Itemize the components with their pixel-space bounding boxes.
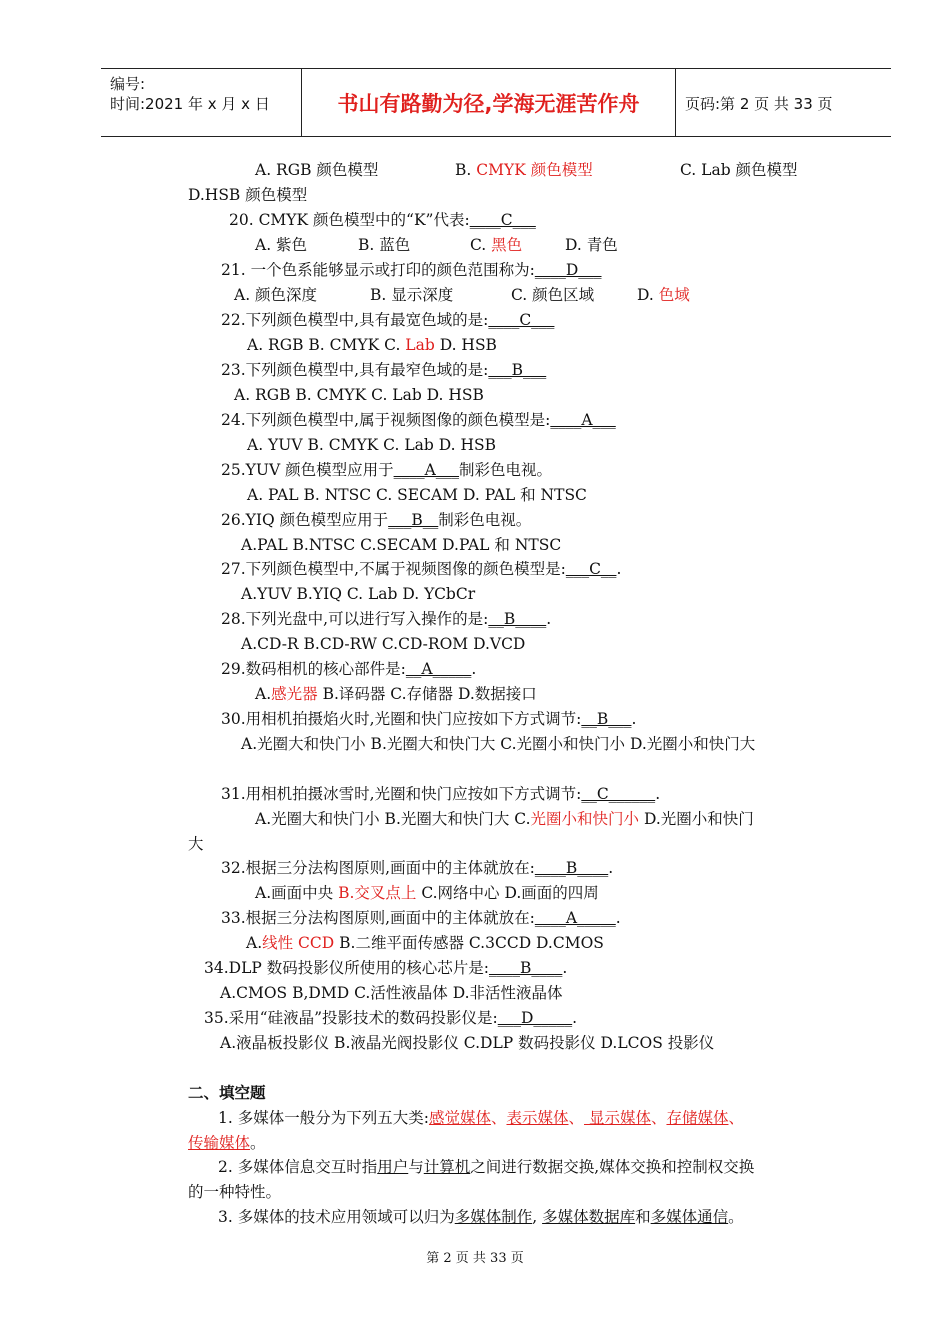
- text-segment: 之间进行数据交换,媒体交换和控制权交换: [470, 1158, 755, 1176]
- text-segment: D.: [637, 286, 659, 304]
- text-line: [221, 460, 552, 480]
- text-segment: 24.下列颜色模型中,属于视频图像的颜色模型是:: [221, 411, 551, 429]
- text-segment: 制彩色电视。: [438, 511, 532, 529]
- text-line: [255, 809, 754, 829]
- text-segment: 存储媒体: [666, 1109, 729, 1127]
- text-line: [358, 235, 410, 255]
- text-segment: 和: [635, 1208, 651, 1226]
- text-segment: C.网络中心 D.画面的四周: [416, 884, 599, 902]
- text-segment: A. 颜色深度: [234, 286, 318, 304]
- text-segment: 制彩色电视。: [459, 461, 553, 479]
- text-line: [218, 1157, 754, 1177]
- text-line: [188, 1133, 266, 1153]
- text-segment: 与: [408, 1158, 424, 1176]
- text-segment: 33.根据三分法构图原则,画面中的主体就放在:: [221, 909, 535, 927]
- text-segment: A.CMOS B,DMD C.活性液晶体 D.非活性液晶体: [220, 984, 563, 1002]
- text-segment: 线性 CCD: [262, 934, 335, 952]
- text-segment: C. 颜色区域: [511, 286, 595, 304]
- text-line: [680, 160, 798, 180]
- text-segment: 35.采用“硅液晶”投影技术的数码投影仪是:: [204, 1009, 498, 1027]
- text-segment: B. 蓝色: [358, 236, 411, 254]
- text-segment: 、: [490, 1109, 507, 1127]
- text-segment: D. HSB: [434, 336, 497, 354]
- text-line: [188, 834, 204, 854]
- text-line: [246, 933, 604, 953]
- text-segment: ____A___: [393, 461, 460, 479]
- text-segment: 32.根据三分法构图原则,画面中的主体就放在:: [221, 859, 535, 877]
- text-segment: ____A_____: [534, 909, 616, 927]
- text-line: [470, 235, 522, 255]
- text-line: [204, 1008, 577, 1028]
- text-segment: .: [471, 660, 477, 678]
- text-segment: A. RGB B. CMYK C.: [247, 336, 406, 354]
- text-line: [221, 410, 616, 430]
- text-line: [221, 709, 636, 729]
- text-segment: 多媒体数据库: [542, 1208, 636, 1226]
- text-segment: 27.下列颜色模型中,不属于视频图像的颜色模型是:: [221, 560, 566, 578]
- text-line: [255, 883, 599, 903]
- text-line: [218, 1108, 744, 1128]
- text-segment: .: [615, 909, 621, 927]
- text-segment: __A_____: [405, 660, 472, 678]
- text-segment: 的一种特性。: [188, 1183, 282, 1201]
- page-header: [101, 68, 891, 137]
- text-segment: ____C___: [469, 211, 536, 229]
- text-segment: .: [631, 710, 637, 728]
- text-segment: 21. 一个色系能够显示或打印的颜色范围称为:: [221, 261, 535, 279]
- text-segment: A. RGB 颜色模型: [255, 161, 379, 179]
- text-segment: 29.数码相机的核心部件是:: [221, 660, 406, 678]
- text-segment: ____B____: [534, 859, 609, 877]
- text-line: [221, 310, 554, 330]
- text-line: [221, 260, 602, 280]
- text-line: [221, 784, 660, 804]
- text-line: [204, 958, 567, 978]
- text-segment: 31.用相机拍摄冰雪时,光圈和快门应按如下方式调节:: [221, 785, 582, 803]
- text-segment: 传输媒体: [188, 1134, 251, 1152]
- text-segment: B.二维平面传感器 C.3CCD D.CMOS: [334, 934, 604, 952]
- text-line: [241, 634, 525, 654]
- text-segment: 23.下列颜色模型中,具有最窄色域的是:: [221, 361, 489, 379]
- text-segment: C. Lab 颜色模型: [680, 161, 798, 179]
- text-segment: 感觉媒体: [428, 1109, 491, 1127]
- text-segment: 多媒体通信: [650, 1208, 729, 1226]
- header-number-label: 编号:: [110, 75, 146, 93]
- text-segment: 28.下列光盘中,可以进行写入操作的是:: [221, 610, 489, 628]
- text-line: [221, 659, 476, 679]
- text-segment: ,: [532, 1208, 543, 1226]
- text-segment: 表示媒体: [506, 1109, 569, 1127]
- text-line: [247, 435, 496, 455]
- text-segment: A.画面中央: [255, 884, 339, 902]
- text-line: [511, 285, 594, 305]
- text-line: [455, 160, 593, 180]
- text-segment: 、: [728, 1109, 744, 1127]
- text-line: [370, 285, 453, 305]
- text-segment: 30.用相机拍摄焰火时,光圈和快门应按如下方式调节:: [221, 710, 582, 728]
- text-segment: ___B__: [388, 511, 439, 529]
- text-segment: 3. 多媒体的技术应用领域可以归为: [218, 1208, 455, 1226]
- text-segment: .: [562, 959, 568, 977]
- text-segment: .: [608, 859, 614, 877]
- text-segment: ____B____: [488, 959, 563, 977]
- text-segment: D.HSB 颜色模型: [188, 186, 308, 204]
- text-segment: C.: [470, 236, 492, 254]
- text-segment: ____C___: [488, 311, 555, 329]
- text-segment: A.: [255, 685, 272, 703]
- text-line: [218, 1207, 744, 1227]
- text-segment: A.光圈大和快门小 B.光圈大和快门大 C.光圈小和快门小 D.光圈小和快门大: [241, 735, 756, 753]
- text-line: [234, 385, 484, 405]
- text-segment: 多媒体制作: [454, 1208, 533, 1226]
- text-segment: 显示媒体: [584, 1109, 651, 1127]
- text-segment: .: [546, 610, 552, 628]
- text-segment: D. 青色: [565, 236, 618, 254]
- text-segment: 、: [650, 1109, 667, 1127]
- text-segment: ___B___: [488, 361, 547, 379]
- header-time-label: 时间:2021 年 x 月 x 日: [110, 95, 270, 113]
- text-segment: A.光圈大和快门小 B.光圈大和快门大 C.: [255, 810, 531, 828]
- text-segment: B.: [455, 161, 477, 179]
- text-segment: 色域: [658, 286, 690, 304]
- text-segment: ___C__: [565, 560, 617, 578]
- header-motto: 书山有路勤为径,学海无涯苦作舟: [302, 69, 676, 136]
- text-line: [220, 1033, 714, 1053]
- text-segment: D.光圈小和快门: [639, 810, 754, 828]
- text-segment: 、: [568, 1109, 585, 1127]
- text-segment: 34.DLP 数码投影仪所使用的核心芯片是:: [204, 959, 489, 977]
- text-segment: Lab: [405, 336, 435, 354]
- text-segment: 感光器: [271, 685, 318, 703]
- text-line: [241, 584, 475, 604]
- text-segment: 光圈小和快门小: [530, 810, 640, 828]
- text-line: [221, 510, 531, 530]
- text-line: [188, 1182, 281, 1202]
- text-segment: 计算机: [423, 1158, 471, 1176]
- text-segment: 25.YUV 颜色模型应用于: [221, 461, 394, 479]
- text-segment: __C______: [581, 785, 656, 803]
- text-segment: A.: [246, 934, 263, 952]
- text-segment: CMYK 颜色模型: [476, 161, 593, 179]
- text-segment: 20. CMYK 颜色模型中的“K”代表:: [229, 211, 470, 229]
- text-segment: 1. 多媒体一般分为下列五大类:: [218, 1109, 429, 1127]
- text-segment: 黑色: [491, 236, 523, 254]
- text-line: [188, 185, 307, 205]
- text-segment: 26.YIQ 颜色模型应用于: [221, 511, 389, 529]
- text-line: [241, 535, 561, 555]
- text-line: [221, 609, 551, 629]
- text-segment: .: [616, 560, 622, 578]
- text-segment: 。: [250, 1134, 266, 1152]
- text-segment: .: [572, 1009, 578, 1027]
- text-segment: 二、填空题: [188, 1084, 266, 1102]
- text-line: [247, 335, 497, 355]
- text-segment: A.YUV B.YIQ C. Lab D. YCbCr: [241, 585, 476, 603]
- text-segment: ____D___: [534, 261, 602, 279]
- text-line: [637, 285, 690, 305]
- text-segment: A. PAL B. NTSC C. SECAM D. PAL 和 NTSC: [247, 486, 587, 504]
- text-segment: B.译码器 C.存储器 D.数据接口: [317, 685, 537, 703]
- text-line: [247, 485, 587, 505]
- text-line: [221, 559, 621, 579]
- text-segment: A. 紫色: [255, 236, 308, 254]
- text-line: [234, 285, 317, 305]
- text-segment: __B___: [581, 710, 632, 728]
- text-line: [255, 684, 537, 704]
- text-line: [255, 235, 307, 255]
- text-segment: 大: [188, 835, 204, 853]
- page-footer: 第 2 页 共 33 页: [426, 1251, 524, 1266]
- header-meta: [101, 69, 302, 136]
- text-line: [229, 210, 536, 230]
- text-segment: A. RGB B. CMYK C. Lab D. HSB: [234, 386, 484, 404]
- text-line: [241, 734, 755, 754]
- text-segment: A.PAL B.NTSC C.SECAM D.PAL 和 NTSC: [241, 536, 562, 554]
- text-line: [565, 235, 618, 255]
- text-line: [255, 160, 378, 180]
- text-segment: 22.下列颜色模型中,具有最宽色域的是:: [221, 311, 489, 329]
- text-segment: A.CD-R B.CD-RW C.CD-ROM D.VCD: [241, 635, 526, 653]
- text-segment: A.液晶板投影仪 B.液晶光阀投影仪 C.DLP 数码投影仪 D.LCOS 投影仪: [220, 1034, 715, 1052]
- text-segment: ____A___: [550, 411, 616, 429]
- text-segment: B.交叉点上: [338, 884, 417, 902]
- text-segment: __B____: [488, 610, 547, 628]
- text-segment: 用户: [377, 1158, 409, 1176]
- text-line: [221, 858, 613, 878]
- text-segment: A. YUV B. CMYK C. Lab D. HSB: [247, 436, 496, 454]
- text-segment: 2. 多媒体信息交互时指: [218, 1158, 378, 1176]
- text-line: [221, 908, 621, 928]
- text-segment: ___D_____: [497, 1009, 573, 1027]
- text-line: [220, 983, 563, 1003]
- text-segment: .: [655, 785, 661, 803]
- text-segment: B. 显示深度: [370, 286, 454, 304]
- text-line: [221, 360, 546, 380]
- text-line: [188, 1083, 266, 1103]
- text-segment: 。: [728, 1208, 744, 1226]
- header-page-label: 页码:第 2 页 共 33 页: [685, 95, 833, 113]
